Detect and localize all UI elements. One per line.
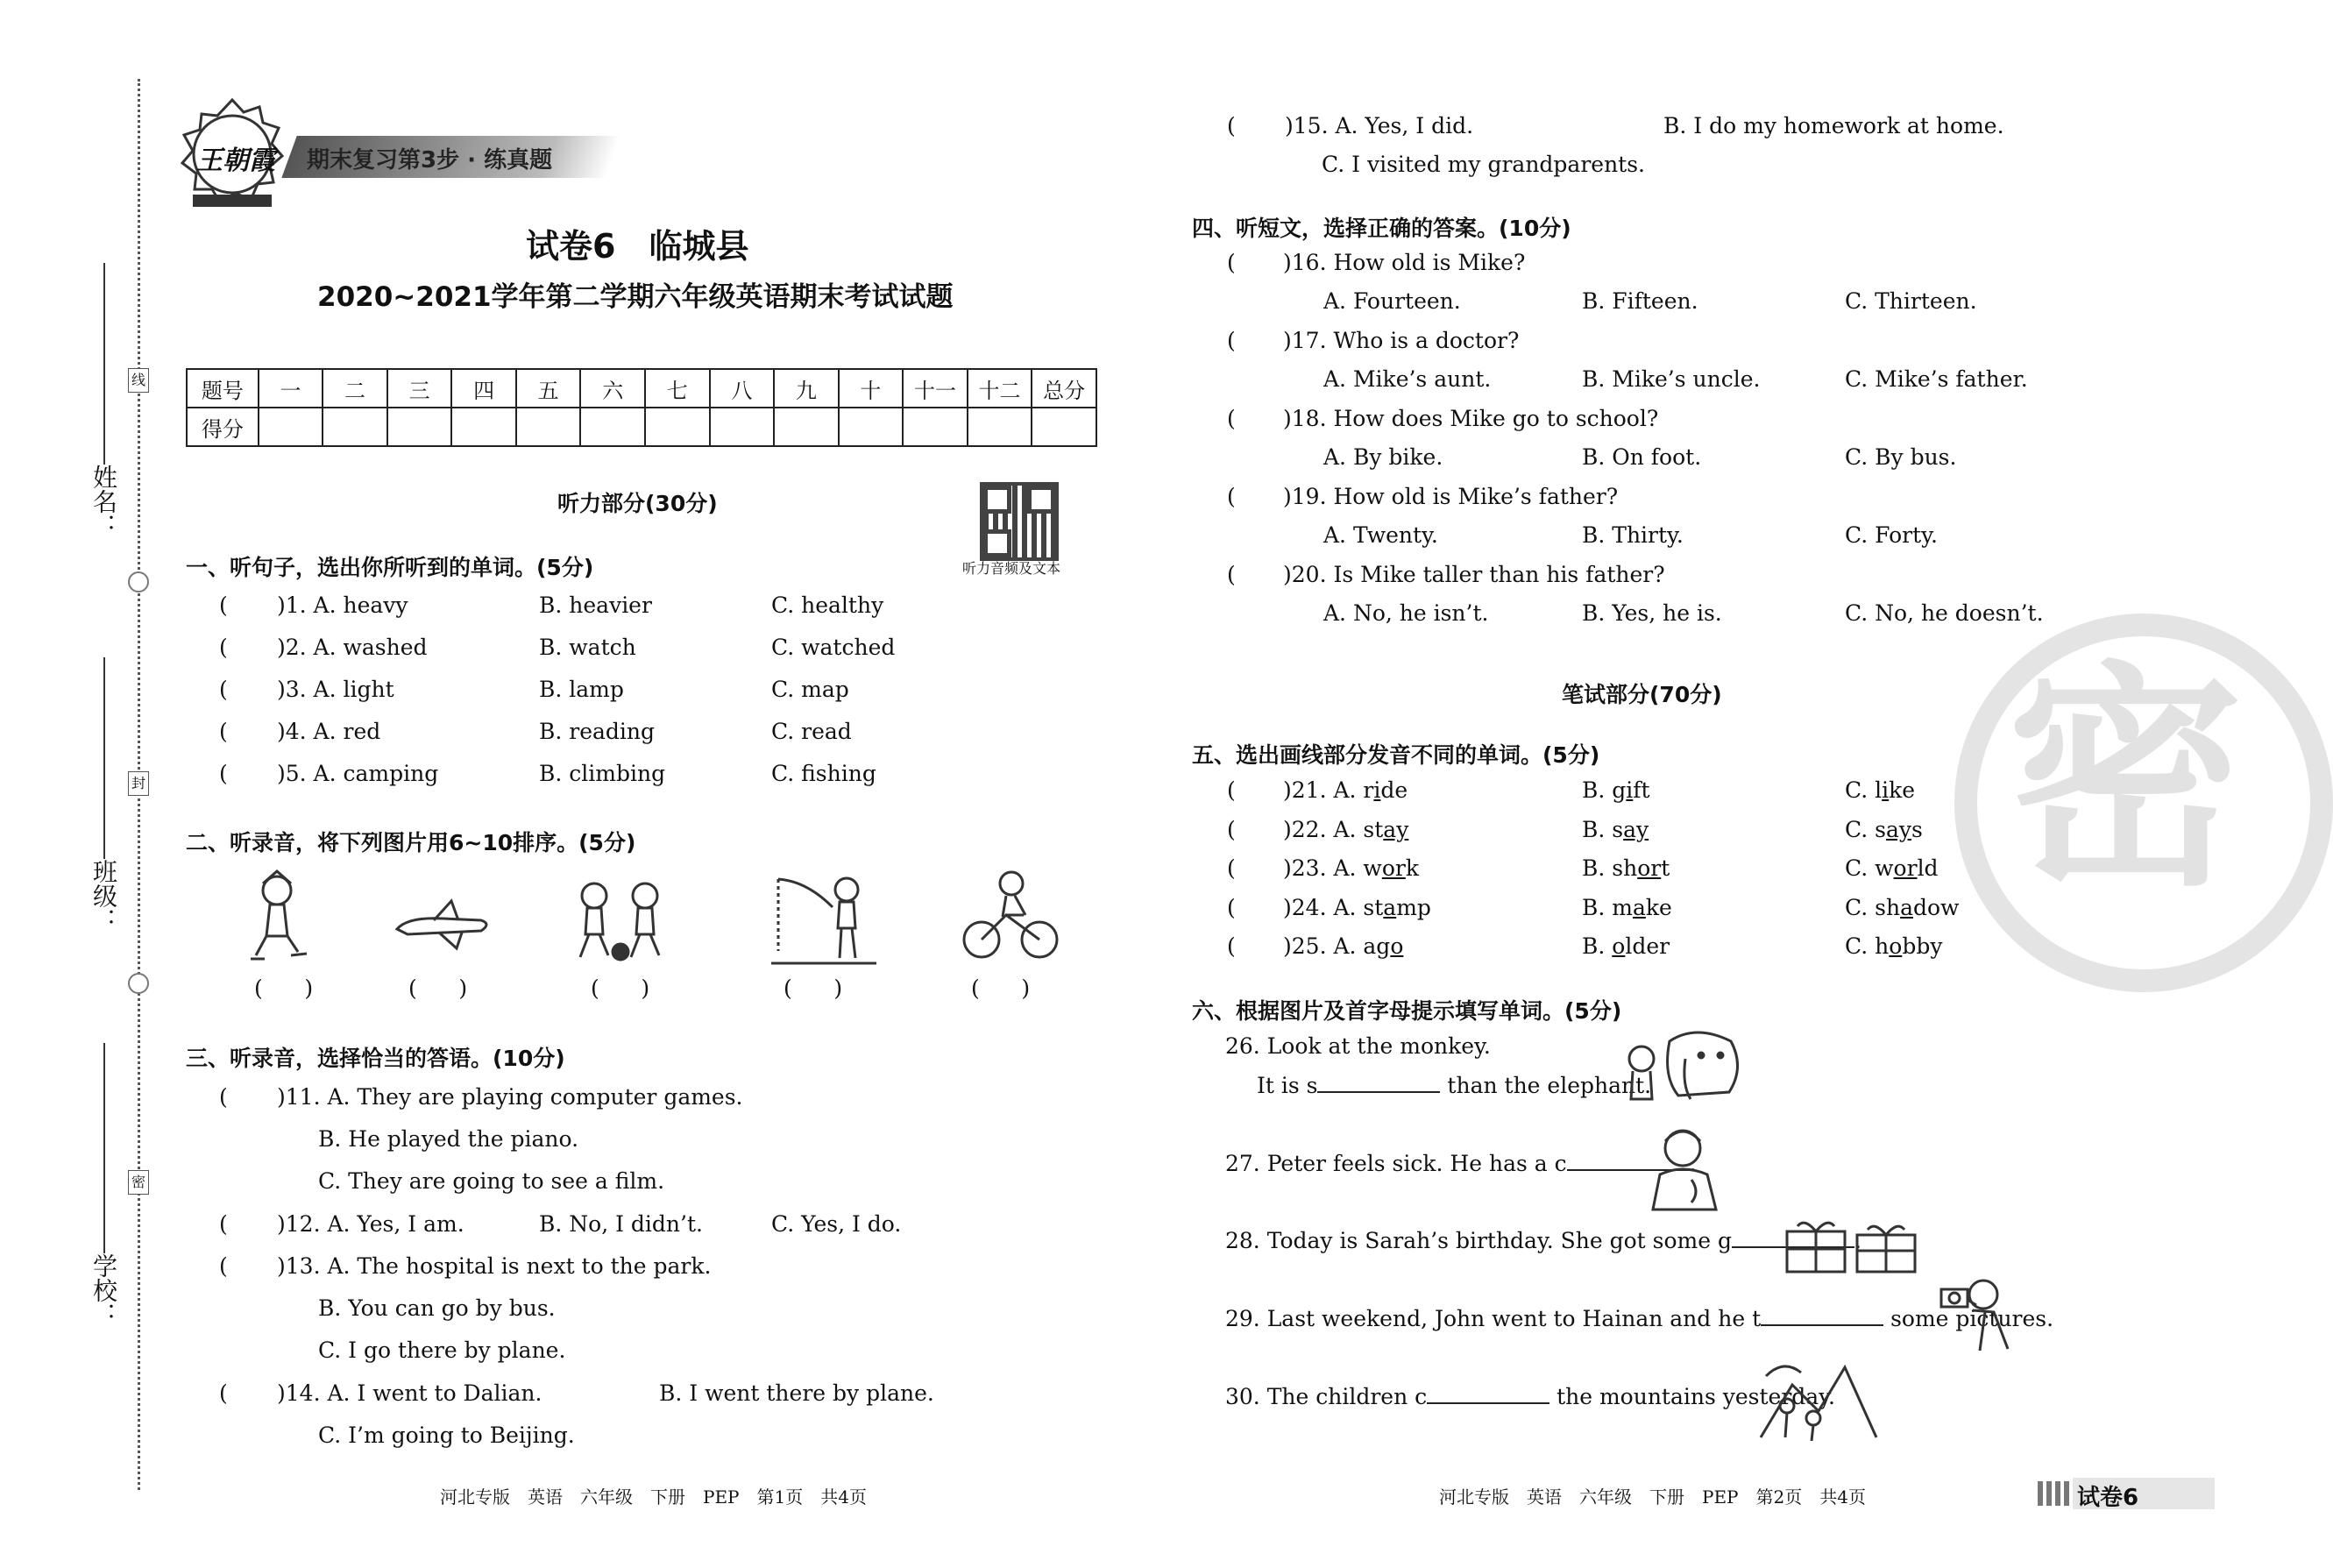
- answer-bracket[interactable]: (: [1227, 328, 1236, 353]
- question-option-a: )2. A. washed: [277, 635, 428, 660]
- question-26-line-2: It is s than the elephant.: [1257, 1070, 1651, 1101]
- question-option-c: C. Thirteen.: [1845, 288, 1977, 314]
- qr-caption: 听力音频及文本: [962, 560, 1061, 577]
- score-cell[interactable]: [387, 408, 452, 446]
- answer-bracket[interactable]: (: [1227, 855, 1236, 881]
- question-11-option-a: )11. A. They are playing computer games.: [277, 1084, 743, 1110]
- question-14-option-b: B. I went there by plane.: [659, 1380, 934, 1406]
- section-2-title: 二、听录音，将下列图片用6~10排序。(5分): [186, 830, 636, 855]
- score-cell[interactable]: [645, 408, 710, 446]
- score-cell[interactable]: [451, 408, 516, 446]
- list-item: [1227, 404, 2103, 482]
- question-option-b: B. short: [1582, 855, 1670, 881]
- question-27: 27. Peter feels sick. He has a c .: [1225, 1148, 1697, 1179]
- question-option-c: C. world: [1845, 855, 1939, 881]
- score-cell-header: 三: [387, 369, 452, 408]
- binding-hole: [128, 571, 149, 592]
- question-option-a: )3. A. light: [277, 677, 394, 702]
- list-item: [219, 759, 876, 801]
- question-option-b: B. lamp: [539, 677, 624, 702]
- question-15-option-c: C. I visited my grandparents.: [1322, 152, 1646, 177]
- answer-bracket[interactable]: (: [219, 592, 228, 618]
- question-option-a: A. Mike’s aunt.: [1323, 366, 1492, 392]
- answer-bracket[interactable]: (: [1227, 250, 1236, 275]
- picture-gifts: [1783, 1214, 1919, 1279]
- footer-tab-label: 试卷6: [2077, 1485, 2139, 1511]
- brand-logo: [175, 96, 289, 210]
- picture-girl-skating: [235, 868, 323, 968]
- score-cell[interactable]: [710, 408, 775, 446]
- picture-monkey-elephant: [1617, 1024, 1748, 1110]
- score-cell-header: 九: [774, 369, 839, 408]
- writing-title: 笔试部分(70分): [1562, 682, 1722, 707]
- question-option-a: )5. A. camping: [277, 761, 439, 786]
- score-cell-header: 十一: [903, 369, 968, 408]
- question-option-b: B. Thirty.: [1582, 522, 1684, 548]
- answer-bracket[interactable]: (: [1227, 484, 1236, 509]
- section-6-title: 六、根据图片及首字母提示填写单词。(5分): [1192, 998, 1622, 1024]
- score-table-header-row: [187, 369, 1096, 408]
- question-option-a: )24. A. stamp: [1283, 894, 1431, 920]
- school-label: 学校：: [89, 1253, 118, 1327]
- answer-bracket[interactable]: (: [1227, 894, 1236, 920]
- question-14-option-a: )14. A. I went to Dalian.: [277, 1380, 542, 1406]
- score-cell[interactable]: [580, 408, 645, 446]
- score-cell-header: 十: [839, 369, 904, 408]
- question-option-c: C. watched: [771, 635, 896, 660]
- answer-bracket[interactable]: ( ): [254, 976, 314, 1001]
- score-cell-header: 七: [645, 369, 710, 408]
- question-26-line-1: 26. Look at the monkey.: [1225, 1033, 1491, 1059]
- binding-mark-line: 线: [128, 368, 149, 393]
- brand-name: 王朝霞: [196, 145, 275, 176]
- answer-bracket[interactable]: (: [219, 677, 228, 702]
- question-15-option-a: )15. A. Yes, I did.: [1285, 113, 1474, 138]
- paper-subtitle: 2020~2021学年第二学期六年级英语期末考试试题: [317, 281, 954, 313]
- question-option-c: C. read: [771, 719, 852, 744]
- fill-blank[interactable]: [1761, 1303, 1883, 1326]
- section-1-title: 一、听句子，选出你所听到的单词。(5分): [186, 555, 594, 580]
- question-option-c: C. By bus.: [1845, 444, 1957, 470]
- answer-bracket[interactable]: ( ): [784, 976, 843, 1001]
- question-text: )20. Is Mike taller than his father?: [1283, 562, 1665, 587]
- score-cell-header: 八: [710, 369, 775, 408]
- answer-bracket[interactable]: (: [219, 1211, 228, 1237]
- question-option-a: )4. A. red: [277, 719, 381, 744]
- header-badge: 期末复习第3步 · 练真题: [307, 147, 553, 174]
- question-option-b: B. On foot.: [1582, 444, 1702, 470]
- list-item: [1227, 854, 2103, 893]
- score-cell[interactable]: [1032, 408, 1096, 446]
- list-item: [1227, 560, 2103, 638]
- question-12-option-b: B. No, I didn’t.: [539, 1211, 703, 1237]
- list-item: [219, 675, 849, 717]
- answer-bracket[interactable]: (: [219, 719, 228, 744]
- score-cell[interactable]: [968, 408, 1032, 446]
- list-item: [219, 717, 852, 759]
- question-option-b: B. climbing: [539, 761, 666, 786]
- question-option-b: B. gift: [1582, 777, 1650, 803]
- question-option-b: B. make: [1582, 894, 1672, 920]
- question-option-c: C. healthy: [771, 592, 884, 618]
- question-option-b: B. reading: [539, 719, 656, 744]
- picture-children-climbing: [1757, 1350, 1880, 1450]
- score-cell-header: 五: [516, 369, 581, 408]
- section-4-list: [1227, 248, 2103, 638]
- score-cell[interactable]: [839, 408, 904, 446]
- question-option-c: C. No, he doesn’t.: [1845, 600, 2044, 626]
- question-option-c: C. Forty.: [1845, 522, 1938, 548]
- footer-tab-pattern: [2038, 1481, 2069, 1506]
- question-29: 29. Last weekend, John went to Hainan and he t some pictures.: [1225, 1303, 2053, 1334]
- picture-boy-cycling: [962, 868, 1059, 968]
- answer-bracket[interactable]: ( ): [591, 976, 650, 1001]
- score-cell-header: 六: [580, 369, 645, 408]
- secret-watermark-glyph: 密: [2007, 642, 2244, 918]
- question-text: )17. Who is a doctor?: [1283, 328, 1520, 353]
- score-cell-header: 一: [259, 369, 323, 408]
- section-3-title: 三、听录音，选择恰当的答语。(10分): [186, 1046, 565, 1071]
- list-item: [1227, 776, 2103, 815]
- question-15-option-b: B. I do my homework at home.: [1663, 113, 2004, 138]
- score-cell-header: 二: [323, 369, 387, 408]
- question-30: 30. The children c the mountains yesterday.: [1225, 1381, 1835, 1412]
- question-13-option-c: C. I go there by plane.: [318, 1337, 566, 1363]
- question-option-c: C. says: [1845, 816, 1923, 842]
- question-option-b: B. older: [1582, 933, 1670, 959]
- question-option-a: )21. A. ride: [1283, 777, 1408, 803]
- question-12-option-c: C. Yes, I do.: [771, 1211, 902, 1237]
- list-item: [1227, 815, 2103, 855]
- qr-code[interactable]: [980, 482, 1059, 561]
- question-option-c: C. fishing: [771, 761, 876, 786]
- name-field[interactable]: [103, 263, 105, 465]
- answer-bracket[interactable]: (: [1227, 933, 1236, 959]
- binding-mark-secret: 密: [128, 1170, 149, 1195]
- answer-bracket[interactable]: (: [1227, 777, 1236, 803]
- section-4-title: 四、听短文，选择正确的答案。(10分): [1192, 216, 1571, 241]
- list-item: [219, 591, 884, 633]
- name-label: 姓名：: [89, 465, 118, 538]
- answer-bracket[interactable]: ( ): [971, 976, 1031, 1001]
- paper-title: 试卷6 临城县: [526, 227, 749, 266]
- question-option-a: )23. A. work: [1283, 855, 1419, 881]
- question-option-b: B. watch: [539, 635, 636, 660]
- class-label: 班级：: [89, 859, 118, 933]
- answer-bracket[interactable]: (: [219, 1084, 228, 1110]
- score-cell[interactable]: [323, 408, 387, 446]
- question-option-a: A. By bike.: [1323, 444, 1443, 470]
- binding-hole: [128, 973, 149, 994]
- question-option-a: A. No, he isn’t.: [1323, 600, 1489, 626]
- score-table: [186, 368, 1097, 447]
- question-13-option-a: )13. A. The hospital is next to the park.: [277, 1253, 712, 1279]
- score-table-score-row: [187, 408, 1096, 446]
- question-13-option-b: B. You can go by bus.: [318, 1295, 556, 1321]
- list-item: [1227, 482, 2103, 560]
- answer-bracket[interactable]: (: [219, 1253, 228, 1279]
- question-option-c: C. Mike’s father.: [1845, 366, 2028, 392]
- question-option-b: B. Fifteen.: [1582, 288, 1698, 314]
- list-item: [1227, 326, 2103, 404]
- answer-bracket[interactable]: (: [219, 761, 228, 786]
- question-text: )18. How does Mike go to school?: [1283, 406, 1659, 431]
- question-option-b: B. say: [1582, 816, 1649, 842]
- school-field[interactable]: [103, 1043, 105, 1253]
- picture-boys-football: [568, 876, 673, 968]
- score-cell-header: 总分: [1032, 369, 1096, 408]
- question-option-a: A. Twenty.: [1323, 522, 1438, 548]
- question-option-c: C. like: [1845, 777, 1916, 803]
- footer-right: 河北专版 英语 六年级 下册 PEP 第2页 共4页: [1439, 1486, 1866, 1508]
- question-option-a: )1. A. heavy: [277, 592, 408, 618]
- question-12-option-a: )12. A. Yes, I am.: [277, 1211, 464, 1237]
- question-option-b: B. Mike’s uncle.: [1582, 366, 1761, 392]
- listening-title: 听力部分(30分): [557, 491, 718, 516]
- question-11-option-c: C. They are going to see a film.: [318, 1168, 665, 1194]
- list-item: [219, 633, 896, 675]
- fill-blank[interactable]: [1317, 1070, 1440, 1093]
- picture-boy-fishing: [771, 872, 876, 972]
- answer-bracket[interactable]: (: [1227, 406, 1236, 431]
- section-5-title: 五、选出画线部分发音不同的单词。(5分): [1192, 742, 1600, 768]
- question-14-option-c: C. I’m going to Beijing.: [318, 1423, 575, 1448]
- question-option-c: C. map: [771, 677, 849, 702]
- question-option-c: C. shadow: [1845, 894, 1960, 920]
- score-cell[interactable]: [903, 408, 968, 446]
- question-option-b: B. Yes, he is.: [1582, 600, 1722, 626]
- question-28: 28. Today is Sarah’s birthday. She got some g .: [1225, 1225, 1861, 1256]
- score-row-label: 得分: [187, 408, 259, 446]
- class-field[interactable]: [103, 657, 105, 859]
- section-5-list: [1227, 776, 2103, 971]
- score-cell[interactable]: [259, 408, 323, 446]
- question-option-a: )25. A. ago: [1283, 933, 1404, 959]
- fill-blank[interactable]: [1427, 1381, 1549, 1404]
- binding-mark-seal: 封: [128, 771, 149, 796]
- question-option-c: C. hobby: [1845, 933, 1943, 959]
- picture-sick-boy: [1639, 1122, 1735, 1217]
- answer-bracket[interactable]: (: [1227, 113, 1236, 138]
- list-item: [1227, 248, 2103, 326]
- score-cell-header: 十二: [968, 369, 1032, 408]
- question-11-option-b: B. He played the piano.: [318, 1126, 579, 1152]
- score-cell-header: 四: [451, 369, 516, 408]
- answer-bracket[interactable]: (: [1227, 562, 1236, 587]
- question-text: )19. How old is Mike’s father?: [1283, 484, 1619, 509]
- answer-bracket[interactable]: ( ): [408, 976, 468, 1001]
- answer-bracket[interactable]: (: [1227, 816, 1236, 842]
- question-option-b: B. heavier: [539, 592, 652, 618]
- answer-bracket[interactable]: (: [219, 1380, 228, 1406]
- question-option-a: A. Fourteen.: [1323, 288, 1461, 314]
- picture-man-camera: [1932, 1275, 2020, 1358]
- score-cell-header: 题号: [187, 369, 259, 408]
- score-cell[interactable]: [516, 408, 581, 446]
- picture-airplane: [390, 894, 495, 959]
- section-1-list: [219, 591, 896, 801]
- question-option-a: )22. A. stay: [1283, 816, 1409, 842]
- answer-bracket[interactable]: (: [219, 635, 228, 660]
- footer-left: 河北专版 英语 六年级 下册 PEP 第1页 共4页: [440, 1486, 867, 1508]
- list-item: [1227, 893, 2103, 933]
- question-text: )16. How old is Mike?: [1283, 250, 1526, 275]
- score-cell[interactable]: [774, 408, 839, 446]
- list-item: [1227, 932, 2103, 971]
